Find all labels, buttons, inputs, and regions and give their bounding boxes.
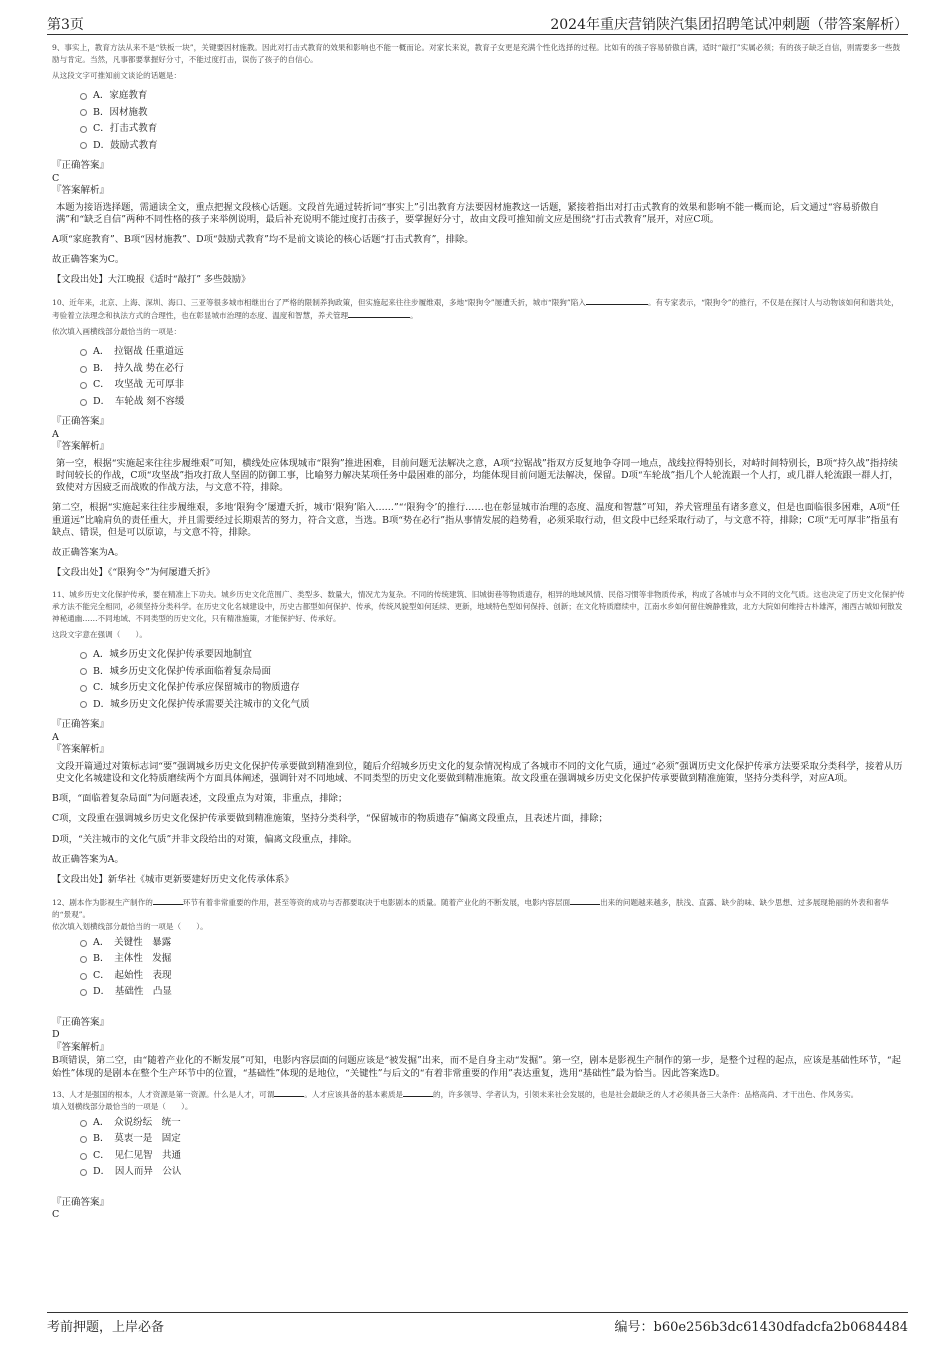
- radio-icon[interactable]: [80, 366, 87, 373]
- analysis-label: 『答案解析』: [52, 744, 110, 756]
- question-list: [52, 42, 905, 1224]
- fill-blank: [348, 309, 410, 318]
- option-list: [80, 344, 905, 410]
- analysis-paragraph: 文段开篇通过对策标志词“要”强调城乡历史文化保护传承要做到精准到位，随后介绍城乡历史文化的复杂情况构成了各城市不同的文化气质，通过“必须”强调历史文化保护传承方法要采取分类科学，接着从历史文化名城建设和文化特质磨续两个方面具体阐述，强调针对不同地域、不同类型的历史文化要做到精准施策。故文段重在强调城乡历史文化保护传承要做到精准施策，坚持分类科学，对应A项。: [56, 760, 903, 784]
- option-b[interactable]: B．因材施教: [80, 105, 905, 122]
- question-10: [52, 296, 905, 579]
- question-12: [52, 896, 905, 1080]
- question-stem: 13、人才是强国的根本，人才资源是第一资源。什么是人才，可谓 。人才应该具备的基本素质是 的，许多领导、学者认为，引领未来社会发展的，也是社会最缺乏的人才必须具备三大条件：品格高尚、才干出色、作风务实。: [52, 1089, 859, 1099]
- radio-icon[interactable]: [80, 668, 87, 675]
- radio-icon[interactable]: [80, 940, 87, 947]
- option-d[interactable]: D．鼓励式教育: [80, 138, 905, 155]
- question-stem: 11、城乡历史文化保护传承，要在精准上下功夫。城乡历史文化范围广、类型多、数量大，情况尤为复杂。不同的传统建筑、旧城街巷等物质遗存，相异的地域风情、民俗习惯等非物质传承，构成了各城市与众不同的文化气质。这也决定了历史文化保护传承方法不能完全相同，必须坚持分类科学。在历史文化名城建设中，历史古都型如何保护、传承，传统风貌型如何延续、更新，地域特色型如何保持、创新；在文化特质磨续中，江南水乡如何留住婉静雅致，北方大院如何维持古朴雄浑，湘西古城如何散发神秘通幽……不同地域、不同类型的历史文化，只有精准施策，才能保护好、传承好。: [52, 590, 905, 624]
- fill-blank: [403, 1088, 433, 1097]
- radio-icon[interactable]: [80, 1153, 87, 1160]
- question-9: [52, 42, 905, 286]
- option-b[interactable]: B． 莫衷一是 固定: [80, 1131, 905, 1148]
- question-stem: 12、剧本作为影视生产制作的 环节有着非常重要的作用，甚至等资的成功与否都要取决于电影剧本的质量。随着产业化的不断发展，电影内容层面 出来的问题越来越多，肤浅、直露、缺少韵味、缺少思想、过多展现艳丽的外表和奢华的“景观”。: [52, 897, 889, 919]
- option-a[interactable]: A． 拉锯战 任重道远: [80, 344, 905, 361]
- analysis-paragraph: 第二空，根据“实施起来往往步履维艰，多地‘限狗令’屡遭夭折，城市‘限狗’陷入……”“‘限狗令’的推行……也在彰显城市治理的态度、温度和智慧”可知，养犬管理虽有诸多意义，但是也面临很多困难，A项“任重道远”比喻肩负的责任重大，并且需要经过长期艰苦的努力，符合文意，当选。B项“势在必行”指从事情发展的趋势看，必须采取行动，但文段中已经采取行动了，与文意不符，排除；C项“无可厚非”指虽有缺点、错误，但是可以原谅，与文意不符，排除。: [52, 502, 900, 538]
- option-list: [80, 1115, 905, 1181]
- fill-blank: [586, 296, 648, 305]
- option-b[interactable]: B．城乡历史文化保护传承面临着复杂局面: [80, 664, 905, 681]
- answer-value: A: [52, 731, 59, 743]
- analysis-paragraph: B项，“面临着复杂局面”为问题表述，文段重点为对策，非重点，排除；: [52, 793, 348, 805]
- option-c[interactable]: C． 攻坚战 无可厚非: [80, 377, 905, 394]
- footer-slogan: 考前押题，上岸必备: [47, 1320, 165, 1335]
- fill-blank: [153, 896, 183, 905]
- option-d[interactable]: D． 基础性 凸显: [80, 984, 905, 1001]
- option-a[interactable]: A．城乡历史文化保护传承要因地制宜: [80, 647, 905, 664]
- option-d[interactable]: D． 因人而异 公认: [80, 1164, 905, 1181]
- question-stem: 9、事实上，教育方法从来不是“铁板一块”，关键要因材施教。因此对打击式教育的效果和影响也不能一概而论。对家长来说，教育子女更是充满个性化选择的过程。比如有的孩子容易骄傲自满，适时“敲打”实属必须；有的孩子缺乏自信，则需要多一些鼓励与肯定。当然，凡事都要掌握好分寸，不能过度打击，误伤了孩子的自信心。: [52, 43, 901, 64]
- radio-icon[interactable]: [80, 126, 87, 133]
- question-prompt: 依次填入画横线部分最恰当的一项是：: [52, 327, 182, 337]
- option-c[interactable]: C． 起始性 表现: [80, 968, 905, 985]
- question-prompt: 这段文字意在强调（ ）。: [52, 630, 147, 640]
- radio-icon[interactable]: [80, 93, 87, 100]
- answer-label: 『正确答案』: [52, 1016, 110, 1028]
- radio-icon[interactable]: [80, 973, 87, 980]
- analysis-label: 『答案解析』: [52, 1041, 110, 1053]
- question-stem: 10、近年来，北京、上海、深圳、海口、三亚等很多城市相继出台了严格的限制养狗政策，但实施起来往往步履维艰，多地“限狗令”屡遭夭折，城市“限狗”陷入 。有专家表示，“限狗令”的推行，不仅是在探讨人与动物该如何和谐共处，考验着立法理念和执法方式的合理性，也在彰显城市治理的态度、温度和智慧，养犬管理 。: [52, 298, 899, 321]
- answer-label: 『正确答案』: [52, 416, 110, 428]
- answer-conclusion: 故正确答案为A。: [52, 853, 124, 865]
- fill-blank: [570, 896, 600, 905]
- radio-icon[interactable]: [80, 1169, 87, 1176]
- answer-value: C: [52, 172, 60, 184]
- radio-icon[interactable]: [80, 109, 87, 116]
- analysis-label: 『答案解析』: [52, 441, 110, 453]
- option-list: [80, 935, 905, 1001]
- radio-icon[interactable]: [80, 1136, 87, 1143]
- fill-blank: [274, 1088, 304, 1097]
- analysis-paragraph: C项，文段重在强调城乡历史文化保护传承要做到精准施策，坚持分类科学，“保留城市的物质遗存”偏离文段重点，且表述片面，排除；: [52, 813, 608, 825]
- question-11: [52, 589, 905, 886]
- answer-label: 『正确答案』: [52, 160, 110, 171]
- answer-conclusion: 故正确答案为C。: [52, 254, 125, 266]
- option-list: [80, 647, 905, 713]
- option-d[interactable]: D．城乡历史文化保护传承需要关注城市的文化气质: [80, 697, 905, 714]
- text-source: 【文段出处】大江晚报《适时“敲打” 多些鼓励》: [52, 274, 251, 286]
- answer-value: C: [52, 1209, 60, 1221]
- page-header: [47, 12, 908, 35]
- radio-icon[interactable]: [80, 142, 87, 149]
- option-c[interactable]: C．打击式教育: [80, 121, 905, 138]
- radio-icon[interactable]: [80, 956, 87, 963]
- radio-icon[interactable]: [80, 685, 87, 692]
- radio-icon[interactable]: [80, 989, 87, 996]
- answer-label: 『正确答案』: [52, 719, 110, 731]
- question-prompt: 依次填入划横线部分最恰当的一项是（ ）。: [52, 921, 208, 931]
- option-b[interactable]: B． 持久战 势在必行: [80, 361, 905, 378]
- analysis-paragraph: D项，“关注城市的文化气质”并非文段给出的对策，偏离文段重点，排除。: [52, 833, 358, 845]
- option-d[interactable]: D． 车轮战 刻不容缓: [80, 394, 905, 411]
- page-footer: [47, 1312, 908, 1337]
- option-a[interactable]: A． 关键性 暴露: [80, 935, 905, 952]
- analysis-paragraph: A项“家庭教育”、B项“因材施教”、D项“鼓励式教育”均不是前文谈论的核心话题“打击式教育”，排除。: [52, 233, 474, 245]
- answer-label: 『正确答案』: [52, 1196, 110, 1208]
- analysis-paragraph: 第一空，根据“实施起来往往步履维艰”可知，横线处应体现城市“限狗”推进困难，目前问题无法解决之意，A项“拉锯战”指双方反复地争夺同一地点，战线拉得特别长，对峙时间特别长，B项“持久战”指持续时间较长的作战，C项“攻坚战”指攻打敌人坚固的防御工事，比喻努力解决某项任务中最困难的部分，均能体现目前问题无法解决，保留。D项“车轮战”指几个人轮流跟一个人打，或几群人轮流跟一群人打，致使对方因疲乏而战败的作战方法，与文意不符，排除。: [56, 457, 899, 494]
- option-a[interactable]: A． 众说纷纭 统一: [80, 1115, 905, 1132]
- text-source: 【文段出处】新华社《城市更新要建好历史文化传承体系》: [52, 873, 294, 885]
- analysis-label: 『答案解析』: [52, 185, 110, 196]
- option-a[interactable]: A．家庭教育: [80, 88, 905, 105]
- answer-conclusion: 故正确答案为A。: [52, 547, 124, 559]
- answer-value: D: [52, 1029, 60, 1041]
- radio-icon[interactable]: [80, 382, 87, 389]
- analysis-paragraph: 本题为接语选择题，需通读全文，重点把握文段核心话题。文段首先通过转折词“事实上”引出教育方法要因材施教这一话题，紧接着指出对打击式教育的效果和影响不能一概而论，后文通过“容易骄傲自满”和“缺乏自信”两种不同性格的孩子来举例说明，最后补充说明不能过度打击孩子，要掌握好分寸，故由文段可推知前文应是围绕“打击式教育”展开，对应C项。: [56, 201, 880, 225]
- option-b[interactable]: B． 主体性 发掘: [80, 951, 905, 968]
- radio-icon[interactable]: [80, 399, 87, 406]
- radio-icon[interactable]: [80, 701, 87, 708]
- answer-value: A: [52, 428, 59, 440]
- page-number: 第3页: [47, 17, 84, 33]
- radio-icon[interactable]: [80, 652, 87, 659]
- radio-icon[interactable]: [80, 349, 87, 356]
- option-c[interactable]: C． 见仁见智 共通: [80, 1148, 905, 1165]
- analysis-paragraph: B项错误，第二空，由“随着产业化的不断发展”可知，电影内容层面的问题应该是“被发掘”出来，而不是自身主动“发掘”。第一空，剧本是影视生产制作的第一步，是整个过程的起点，应该是基础性环节，“起始性”体现的是剧本在整个生产环节中的位置，“基础性”体现的是地位，“关键性”与后文的“有着非常重要的作用”表达重复，选用“基础性”最为恰当。因此答案选D。: [52, 1055, 901, 1079]
- question-13: [52, 1088, 905, 1222]
- option-list: [80, 88, 905, 154]
- document-title: 2024年重庆营销陕汽集团招聘笔试冲刺题（带答案解析）: [550, 17, 908, 33]
- document-id: 编号：b60e256b3dc61430dfadcfa2b0684484: [614, 1320, 908, 1335]
- question-prompt: 填入划横线部分最恰当的一项是（ ）。: [52, 1101, 193, 1111]
- radio-icon[interactable]: [80, 1120, 87, 1127]
- text-source: 【文段出处】《“限狗令”为何屡遭夭折》: [52, 567, 215, 579]
- question-prompt: 从这段文字可推知前文谈论的话题是：: [52, 71, 182, 80]
- option-c[interactable]: C．城乡历史文化保护传承应保留城市的物质遗存: [80, 680, 905, 697]
